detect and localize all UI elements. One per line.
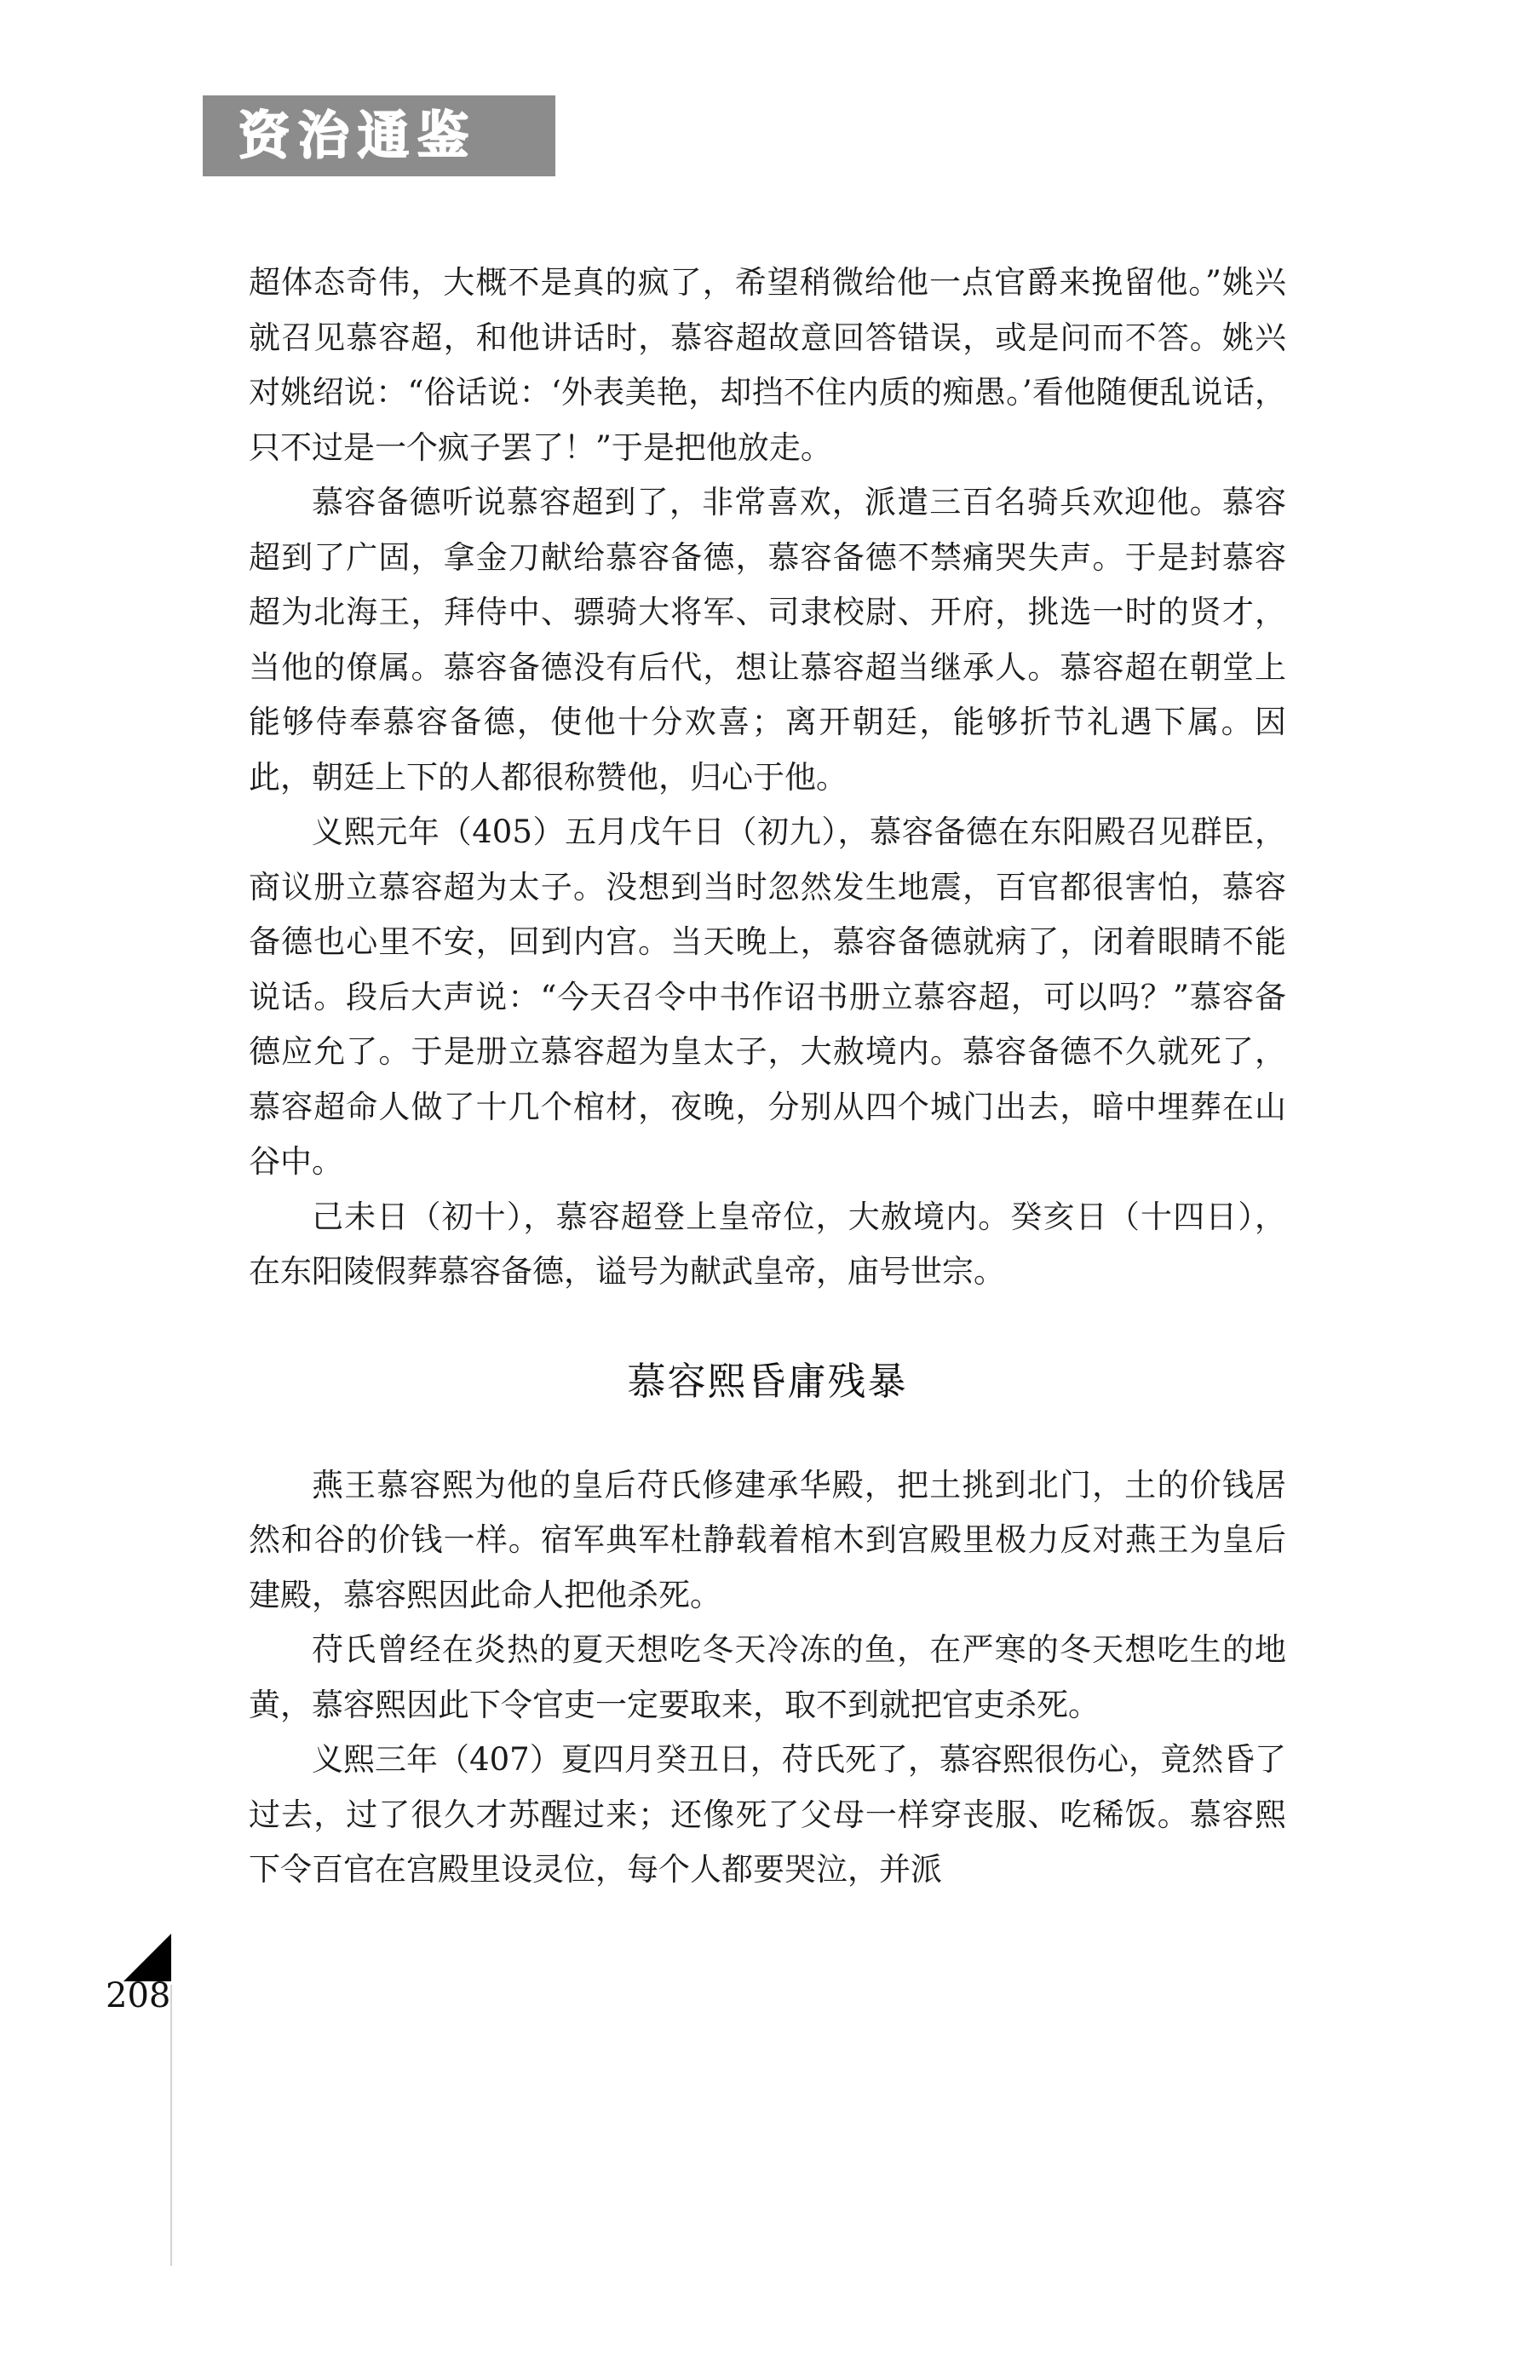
paragraph: 义熙三年（407）夏四月癸丑日，苻氏死了，慕容熙很伤心，竟然昏了过去，过了很久才苏醒过来；还像死了父母一样穿丧服、吃稀饭。慕容熙下令百官在宫殿里设灵位，每个人都要哭泣，并派	[249, 1741, 1286, 1888]
paragraph: 超体态奇伟，大概不是真的疯了，希望稍微给他一点官爵来挽留他。”姚兴就召见慕容超，和他讲话时，慕容超故意回答错误，或是问而不答。姚兴对姚绍说：“俗话说：‘外表美艳，却挡不住内质的痴愚。’看他随便乱说话，只不过是一个疯子罢了！”于是把他放走。	[249, 264, 1286, 466]
book-title: 资治通鉴	[238, 106, 477, 166]
paragraph: 义熙元年（405）五月戊午日（初九），慕容备德在东阳殿召见群臣，商议册立慕容超为太子。没想到当时忽然发生地震，百官都很害怕，慕容备德也心里不安，回到内宫。当天晚上，慕容备德就病了，闭着眼睛不能说话。段后大声说：“今天召令中书作诏书册立慕容超，可以吗？”慕容备德应允了。于是册立慕容超为皇太子，大赦境内。慕容备德不久就死了，慕容超命人做了十几个棺材，夜晚，分别从四个城门出去，暗中埋葬在山谷中。	[249, 813, 1286, 1180]
paragraph: 苻氏曾经在炎热的夏天想吃冬天冷冻的鱼，在严寒的冬天想吃生的地黄，慕容熙因此下令官吏一定要取来，取不到就把官吏杀死。	[249, 1631, 1286, 1723]
paragraph: 己未日（初十），慕容超登上皇帝位，大赦境内。癸亥日（十四日），在东阳陵假葬慕容备德，谥号为献武皇帝，庙号世宗。	[249, 1198, 1286, 1290]
margin-rule	[170, 1985, 172, 2266]
page-number: 208	[106, 1976, 171, 2015]
section-heading: 慕容熙昏庸残暴	[627, 1358, 908, 1404]
paragraph: 燕王慕容熙为他的皇后苻氏修建承华殿，把土挑到北门，土的价钱居然和谷的价钱一样。宿军典军杜静载着棺木到宫殿里极力反对燕王为皇后建殿，慕容熙因此命人把他杀死。	[249, 1466, 1286, 1613]
body-text	[249, 256, 1286, 1898]
paragraph: 慕容备德听说慕容超到了，非常喜欢，派遣三百名骑兵欢迎他。慕容超到了广固，拿金刀献给慕容备德，慕容备德不禁痛哭失声。于是封慕容超为北海王，拜侍中、骠骑大将军、司隶校尉、开府，挑选一时的贤才，当他的僚属。慕容备德没有后代，想让慕容超当继承人。慕容超在朝堂上能够侍奉慕容备德，使他十分欢喜；离开朝廷，能够折节礼遇下属。因此，朝廷上下的人都很称赞他，归心于他。	[249, 484, 1286, 796]
page-corner-marker	[124, 1934, 171, 1981]
